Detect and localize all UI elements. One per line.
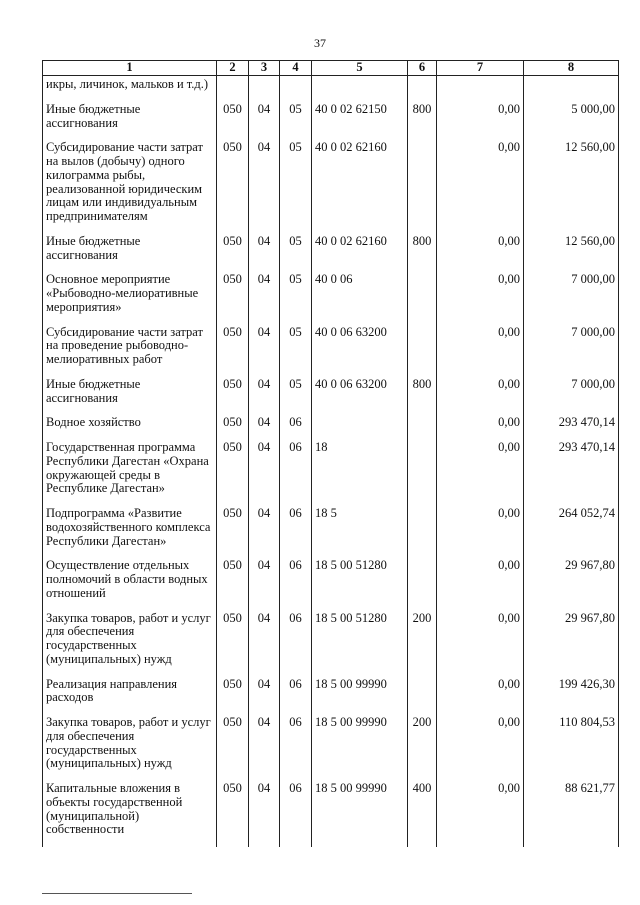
spacer-cell (43, 705, 217, 714)
row-col-7: 0,00 (437, 780, 524, 837)
row-name: Основное мероприятие «Рыбоводно-мелиоративные мероприятия» (43, 271, 217, 314)
row-spacer (43, 667, 619, 676)
header-col-5: 5 (312, 61, 408, 76)
row-col-4: 06 (280, 676, 312, 706)
spacer-cell (249, 548, 280, 557)
row-col-5: 40 0 06 (312, 271, 408, 314)
row-spacer (43, 705, 619, 714)
row-col-5: 40 0 02 62160 (312, 139, 408, 224)
table-row (43, 101, 619, 131)
spacer-cell (280, 496, 312, 505)
row-col-8: 29 967,80 (524, 610, 619, 667)
row-col-6 (408, 76, 437, 92)
spacer-cell (280, 430, 312, 439)
row-col-4 (280, 76, 312, 92)
row-name: Иные бюджетные ассигнования (43, 376, 217, 406)
spacer-cell (408, 130, 437, 139)
row-col-2: 050 (217, 505, 249, 548)
spacer-cell (312, 367, 408, 376)
row-col-2: 050 (217, 780, 249, 837)
table-row (43, 324, 619, 367)
row-col-3: 04 (249, 439, 280, 496)
spacer-cell (408, 367, 437, 376)
spacer-cell (217, 130, 249, 139)
spacer-cell (249, 262, 280, 271)
spacer-cell (524, 430, 619, 439)
row-col-3: 04 (249, 505, 280, 548)
spacer-cell (437, 705, 524, 714)
row-col-7: 0,00 (437, 439, 524, 496)
spacer-cell (280, 130, 312, 139)
spacer-cell (437, 130, 524, 139)
row-col-5: 40 0 06 63200 (312, 376, 408, 406)
table-row (43, 414, 619, 430)
row-col-4: 05 (280, 271, 312, 314)
row-name: Иные бюджетные ассигнования (43, 233, 217, 263)
spacer-cell (408, 430, 437, 439)
spacer-cell (437, 262, 524, 271)
spacer-cell (217, 837, 249, 847)
row-col-6 (408, 676, 437, 706)
row-col-2: 050 (217, 557, 249, 600)
row-col-2: 050 (217, 676, 249, 706)
row-name: Осуществление отдельных полномочий в области водных отношений (43, 557, 217, 600)
table-row (43, 610, 619, 667)
table-row (43, 676, 619, 706)
table-row (43, 439, 619, 496)
row-col-7: 0,00 (437, 414, 524, 430)
row-col-5 (312, 414, 408, 430)
spacer-cell (43, 405, 217, 414)
spacer-cell (437, 430, 524, 439)
spacer-cell (249, 771, 280, 780)
spacer-cell (312, 771, 408, 780)
table-row (43, 76, 619, 92)
row-spacer (43, 405, 619, 414)
spacer-cell (408, 496, 437, 505)
row-col-2: 050 (217, 324, 249, 367)
row-spacer (43, 496, 619, 505)
spacer-cell (312, 130, 408, 139)
spacer-cell (217, 548, 249, 557)
spacer-cell (524, 92, 619, 101)
row-col-8: 293 470,14 (524, 414, 619, 430)
row-col-6: 800 (408, 101, 437, 131)
row-col-2 (217, 76, 249, 92)
row-col-4: 06 (280, 714, 312, 771)
row-col-6: 800 (408, 376, 437, 406)
spacer-cell (524, 405, 619, 414)
spacer-cell (217, 496, 249, 505)
row-col-6: 800 (408, 233, 437, 263)
spacer-cell (437, 315, 524, 324)
spacer-cell (312, 224, 408, 233)
header-col-3: 3 (249, 61, 280, 76)
row-col-7: 0,00 (437, 139, 524, 224)
spacer-cell (437, 667, 524, 676)
row-col-7: 0,00 (437, 557, 524, 600)
spacer-cell (280, 548, 312, 557)
row-col-4: 06 (280, 557, 312, 600)
table-row (43, 139, 619, 224)
row-name: Государственная программа Республики Дагестан «Охрана окружающей среды в Республике Дагестан» (43, 439, 217, 496)
row-col-5: 18 5 (312, 505, 408, 548)
header-col-2: 2 (217, 61, 249, 76)
row-spacer (43, 548, 619, 557)
row-name: Субсидирование части затрат на вылов (добычу) одного килограмма рыбы, реализованной юридическим лицам или индивидуальным предпринимателям (43, 139, 217, 224)
row-name: Подпрограмма «Развитие водохозяйственного комплекса Республики Дагестан» (43, 505, 217, 548)
row-col-4: 05 (280, 376, 312, 406)
spacer-cell (408, 837, 437, 847)
spacer-cell (249, 601, 280, 610)
spacer-cell (43, 262, 217, 271)
spacer-cell (217, 224, 249, 233)
spacer-cell (217, 771, 249, 780)
spacer-cell (312, 262, 408, 271)
row-name: Водное хозяйство (43, 414, 217, 430)
spacer-cell (408, 262, 437, 271)
row-col-8: 12 560,00 (524, 139, 619, 224)
spacer-cell (280, 262, 312, 271)
spacer-cell (408, 548, 437, 557)
table-header-row (43, 61, 619, 76)
spacer-cell (437, 837, 524, 847)
row-spacer (43, 315, 619, 324)
spacer-cell (312, 705, 408, 714)
row-col-3: 04 (249, 414, 280, 430)
spacer-cell (43, 771, 217, 780)
row-col-2: 050 (217, 139, 249, 224)
table-row (43, 271, 619, 314)
row-col-8: 7 000,00 (524, 271, 619, 314)
spacer-cell (43, 92, 217, 101)
spacer-cell (43, 224, 217, 233)
row-col-6 (408, 439, 437, 496)
spacer-cell (280, 771, 312, 780)
row-col-6 (408, 557, 437, 600)
row-col-3: 04 (249, 780, 280, 837)
spacer-cell (280, 92, 312, 101)
row-name: Закупка товаров, работ и услуг для обеспечения государственных (муниципальных) нужд (43, 610, 217, 667)
row-col-7: 0,00 (437, 324, 524, 367)
spacer-cell (524, 771, 619, 780)
row-col-3: 04 (249, 714, 280, 771)
table-row (43, 557, 619, 600)
row-col-3 (249, 76, 280, 92)
spacer-cell (43, 667, 217, 676)
row-col-7: 0,00 (437, 610, 524, 667)
row-col-4: 05 (280, 324, 312, 367)
row-col-7 (437, 76, 524, 92)
row-name: икры, личинок, мальков и т.д.) (43, 76, 217, 92)
spacer-cell (280, 837, 312, 847)
row-col-2: 050 (217, 376, 249, 406)
spacer-cell (437, 224, 524, 233)
spacer-cell (217, 667, 249, 676)
row-col-4: 06 (280, 439, 312, 496)
row-col-8: 12 560,00 (524, 233, 619, 263)
spacer-cell (312, 92, 408, 101)
row-col-5: 18 5 00 99990 (312, 780, 408, 837)
spacer-cell (217, 92, 249, 101)
row-col-2: 050 (217, 271, 249, 314)
row-name: Реализация направления расходов (43, 676, 217, 706)
spacer-cell (524, 601, 619, 610)
row-col-7: 0,00 (437, 233, 524, 263)
spacer-cell (437, 496, 524, 505)
spacer-cell (524, 262, 619, 271)
row-col-4: 05 (280, 139, 312, 224)
spacer-cell (249, 315, 280, 324)
row-col-4: 05 (280, 101, 312, 131)
spacer-cell (437, 367, 524, 376)
spacer-cell (437, 92, 524, 101)
spacer-cell (312, 430, 408, 439)
spacer-cell (249, 496, 280, 505)
row-col-3: 04 (249, 324, 280, 367)
spacer-cell (312, 405, 408, 414)
row-col-6: 200 (408, 714, 437, 771)
row-col-2: 050 (217, 714, 249, 771)
row-col-3: 04 (249, 610, 280, 667)
spacer-cell (280, 224, 312, 233)
spacer-cell (408, 315, 437, 324)
spacer-cell (43, 548, 217, 557)
spacer-cell (437, 548, 524, 557)
row-col-8: 88 621,77 (524, 780, 619, 837)
row-spacer (43, 367, 619, 376)
row-col-3: 04 (249, 557, 280, 600)
row-col-5: 40 0 02 62150 (312, 101, 408, 131)
spacer-cell (249, 405, 280, 414)
spacer-cell (437, 601, 524, 610)
spacer-cell (249, 667, 280, 676)
table-row (43, 505, 619, 548)
spacer-cell (43, 837, 217, 847)
row-col-6: 400 (408, 780, 437, 837)
row-col-2: 050 (217, 414, 249, 430)
row-col-6 (408, 414, 437, 430)
row-col-7: 0,00 (437, 271, 524, 314)
row-col-2: 050 (217, 439, 249, 496)
spacer-cell (524, 837, 619, 847)
spacer-cell (280, 667, 312, 676)
row-col-4: 06 (280, 780, 312, 837)
spacer-cell (524, 705, 619, 714)
spacer-cell (408, 705, 437, 714)
spacer-cell (524, 130, 619, 139)
row-col-2: 050 (217, 610, 249, 667)
spacer-cell (217, 405, 249, 414)
spacer-cell (312, 548, 408, 557)
row-col-3: 04 (249, 376, 280, 406)
spacer-cell (249, 705, 280, 714)
spacer-cell (249, 224, 280, 233)
row-col-3: 04 (249, 676, 280, 706)
row-col-4: 06 (280, 610, 312, 667)
row-col-8: 110 804,53 (524, 714, 619, 771)
header-col-8: 8 (524, 61, 619, 76)
row-col-7: 0,00 (437, 101, 524, 131)
spacer-cell (249, 837, 280, 847)
row-spacer (43, 224, 619, 233)
spacer-cell (408, 601, 437, 610)
spacer-cell (312, 496, 408, 505)
spacer-cell (312, 601, 408, 610)
spacer-cell (408, 224, 437, 233)
spacer-cell (312, 667, 408, 676)
spacer-cell (524, 224, 619, 233)
row-col-2: 050 (217, 233, 249, 263)
spacer-cell (312, 837, 408, 847)
spacer-cell (43, 601, 217, 610)
row-col-8: 5 000,00 (524, 101, 619, 131)
spacer-cell (43, 130, 217, 139)
spacer-cell (43, 315, 217, 324)
spacer-cell (408, 405, 437, 414)
spacer-cell (217, 367, 249, 376)
row-col-4: 06 (280, 414, 312, 430)
spacer-cell (408, 667, 437, 676)
header-col-6: 6 (408, 61, 437, 76)
row-spacer (43, 430, 619, 439)
spacer-cell (524, 367, 619, 376)
spacer-cell (217, 430, 249, 439)
spacer-cell (437, 771, 524, 780)
table-row (43, 780, 619, 837)
spacer-cell (217, 705, 249, 714)
page-number: 37 (314, 36, 326, 50)
row-col-8: 7 000,00 (524, 324, 619, 367)
row-col-5: 18 (312, 439, 408, 496)
row-name: Субсидирование части затрат на проведение рыбоводно-мелиоративных работ (43, 324, 217, 367)
row-col-5: 40 0 06 63200 (312, 324, 408, 367)
spacer-cell (217, 262, 249, 271)
spacer-cell (437, 405, 524, 414)
row-col-4: 05 (280, 233, 312, 263)
row-spacer (43, 601, 619, 610)
spacer-cell (249, 92, 280, 101)
row-col-5: 18 5 00 51280 (312, 610, 408, 667)
row-col-8: 7 000,00 (524, 376, 619, 406)
spacer-cell (43, 496, 217, 505)
row-col-5: 18 5 00 99990 (312, 714, 408, 771)
row-col-5: 18 5 00 99990 (312, 676, 408, 706)
row-col-8: 293 470,14 (524, 439, 619, 496)
spacer-cell (249, 130, 280, 139)
spacer-cell (524, 315, 619, 324)
spacer-cell (408, 771, 437, 780)
row-col-7: 0,00 (437, 376, 524, 406)
table-row (43, 714, 619, 771)
spacer-cell (43, 367, 217, 376)
spacer-cell (524, 667, 619, 676)
row-col-5: 40 0 02 62160 (312, 233, 408, 263)
spacer-cell (43, 430, 217, 439)
row-name: Иные бюджетные ассигнования (43, 101, 217, 131)
table-row (43, 233, 619, 263)
spacer-cell (249, 430, 280, 439)
row-col-7: 0,00 (437, 676, 524, 706)
spacer-cell (217, 601, 249, 610)
row-col-6: 200 (408, 610, 437, 667)
row-spacer (43, 262, 619, 271)
spacer-cell (249, 367, 280, 376)
spacer-cell (524, 548, 619, 557)
row-col-5 (312, 76, 408, 92)
spacer-cell (312, 315, 408, 324)
budget-table (42, 60, 619, 847)
row-col-3: 04 (249, 271, 280, 314)
row-col-8: 264 052,74 (524, 505, 619, 548)
row-col-7: 0,00 (437, 714, 524, 771)
row-col-5: 18 5 00 51280 (312, 557, 408, 600)
spacer-cell (217, 315, 249, 324)
footer-rule (42, 893, 192, 894)
row-name: Закупка товаров, работ и услуг для обеспечения государственных (муниципальных) нужд (43, 714, 217, 771)
row-col-8: 29 967,80 (524, 557, 619, 600)
row-col-8 (524, 76, 619, 92)
header-col-7: 7 (437, 61, 524, 76)
row-spacer (43, 771, 619, 780)
row-col-4: 06 (280, 505, 312, 548)
row-spacer (43, 130, 619, 139)
table-row (43, 376, 619, 406)
row-spacer (43, 837, 619, 847)
spacer-cell (408, 92, 437, 101)
spacer-cell (280, 315, 312, 324)
spacer-cell (280, 601, 312, 610)
spacer-cell (280, 367, 312, 376)
row-col-8: 199 426,30 (524, 676, 619, 706)
header-col-1: 1 (43, 61, 217, 76)
spacer-cell (524, 496, 619, 505)
row-col-6 (408, 324, 437, 367)
row-col-3: 04 (249, 101, 280, 131)
row-col-6 (408, 505, 437, 548)
header-col-4: 4 (280, 61, 312, 76)
row-col-6 (408, 271, 437, 314)
row-spacer (43, 92, 619, 101)
row-col-3: 04 (249, 139, 280, 224)
row-col-7: 0,00 (437, 505, 524, 548)
row-col-6 (408, 139, 437, 224)
spacer-cell (280, 705, 312, 714)
row-name: Капитальные вложения в объекты государственной (муниципальной) собственности (43, 780, 217, 837)
spacer-cell (280, 405, 312, 414)
row-col-3: 04 (249, 233, 280, 263)
row-col-2: 050 (217, 101, 249, 131)
